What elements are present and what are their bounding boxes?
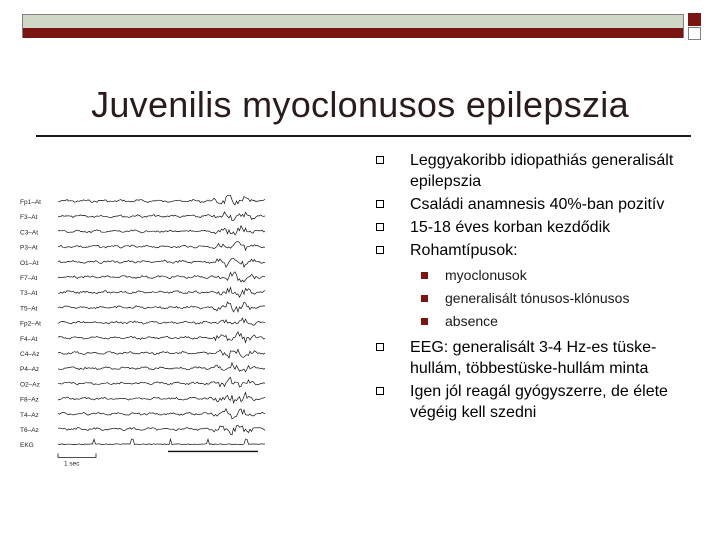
eeg-trace bbox=[58, 302, 265, 312]
eeg-channel-label: O2–Az bbox=[20, 381, 40, 389]
filled-square-bullet-icon bbox=[421, 272, 428, 279]
sub-bullet-text: absence bbox=[445, 313, 498, 329]
eeg-trace bbox=[58, 349, 265, 358]
eeg-trace bbox=[58, 439, 265, 444]
title-band-top bbox=[23, 15, 683, 28]
sub-bullet-item bbox=[374, 264, 704, 287]
eeg-trace bbox=[58, 258, 265, 267]
hollow-square-bullet-icon bbox=[376, 223, 384, 231]
hollow-square-bullet-icon bbox=[376, 200, 384, 208]
eeg-trace bbox=[58, 392, 265, 403]
corner-square-filled bbox=[688, 13, 701, 26]
title-band-bottom bbox=[23, 28, 683, 38]
eeg-channel-label: T4–Az bbox=[20, 411, 39, 419]
eeg-channel-label: T3–At bbox=[20, 290, 38, 298]
eeg-channel-label: F4–At bbox=[20, 335, 38, 343]
eeg-channel-label: O1–At bbox=[20, 259, 39, 267]
eeg-trace bbox=[58, 226, 265, 235]
bullet-item bbox=[374, 337, 704, 379]
eeg-channel-label: P3–At bbox=[20, 244, 38, 252]
sub-bullet-item bbox=[374, 310, 704, 333]
eeg-scale-label: 1 sec bbox=[64, 460, 80, 468]
filled-square-bullet-icon bbox=[421, 295, 428, 302]
eeg-trace bbox=[58, 318, 265, 325]
hollow-square-bullet-icon bbox=[376, 246, 384, 254]
bullet-text: Igen jól reagál gyógyszerre, de élete végéig kell szedni bbox=[410, 383, 668, 421]
bullet-text: 15-18 éves korban kezdődik bbox=[410, 219, 611, 236]
eeg-trace bbox=[58, 425, 265, 435]
title-band bbox=[22, 14, 684, 38]
bullet-list bbox=[374, 150, 704, 423]
sub-bullet-text: generalisált tónusos-klónusos bbox=[445, 290, 630, 306]
eeg-channel-label: Fp2–At bbox=[20, 320, 41, 328]
eeg-trace bbox=[58, 363, 265, 372]
eeg-trace bbox=[58, 377, 265, 387]
title-rule bbox=[36, 135, 691, 137]
hollow-square-bullet-icon bbox=[376, 343, 384, 351]
slide-title: Juvenilis myoclonusos epilepszia bbox=[91, 84, 629, 125]
eeg-channel-label: C3–At bbox=[20, 229, 39, 237]
sub-bullet-item bbox=[374, 287, 704, 310]
bullet-text: EEG: generalisált 3-4 Hz-es tüske-hullám, többestüske-hullám minta bbox=[410, 339, 657, 377]
eeg-channel-label: EKG bbox=[20, 442, 34, 450]
bullet-item bbox=[374, 150, 704, 192]
eeg-channel-label: C4–Az bbox=[20, 351, 40, 358]
filled-square-bullet-icon bbox=[421, 318, 428, 325]
eeg-scale-bar bbox=[58, 453, 96, 457]
eeg-channel-label: T5–At bbox=[20, 305, 38, 313]
bullet-item bbox=[374, 240, 704, 261]
eeg-trace bbox=[58, 332, 265, 343]
hollow-square-bullet-icon bbox=[376, 156, 384, 164]
eeg-channel-label: F8–Az bbox=[20, 396, 39, 404]
bullet-item bbox=[374, 217, 704, 238]
bullet-item bbox=[374, 381, 704, 423]
eeg-channel-label: P4–Az bbox=[20, 366, 40, 374]
eeg-trace bbox=[58, 195, 265, 205]
eeg-trace bbox=[58, 409, 265, 419]
eeg-channel-label: F3–At bbox=[20, 214, 38, 222]
eeg-trace bbox=[58, 287, 265, 297]
eeg-trace-svg bbox=[18, 193, 268, 468]
corner-square-outline bbox=[688, 27, 701, 40]
eeg-figure bbox=[18, 193, 268, 468]
bullet-item bbox=[374, 194, 704, 215]
eeg-channel-label: T6–Az bbox=[20, 427, 39, 434]
bullet-text: Családi anamnesis 40%-ban pozitív bbox=[410, 196, 665, 213]
sub-bullet-text: myoclonusok bbox=[445, 267, 527, 283]
bullet-text: Rohamtípusok: bbox=[410, 242, 518, 259]
eeg-channel-label: F7–At bbox=[20, 275, 38, 282]
eeg-trace bbox=[58, 212, 265, 221]
eeg-channel-label: Fp1–At bbox=[20, 199, 41, 206]
bullet-text: Leggyakoribb idiopathiás generalisált epilepszia bbox=[410, 152, 674, 190]
eeg-trace bbox=[58, 242, 265, 251]
eeg-trace bbox=[58, 272, 265, 282]
hollow-square-bullet-icon bbox=[376, 387, 384, 395]
